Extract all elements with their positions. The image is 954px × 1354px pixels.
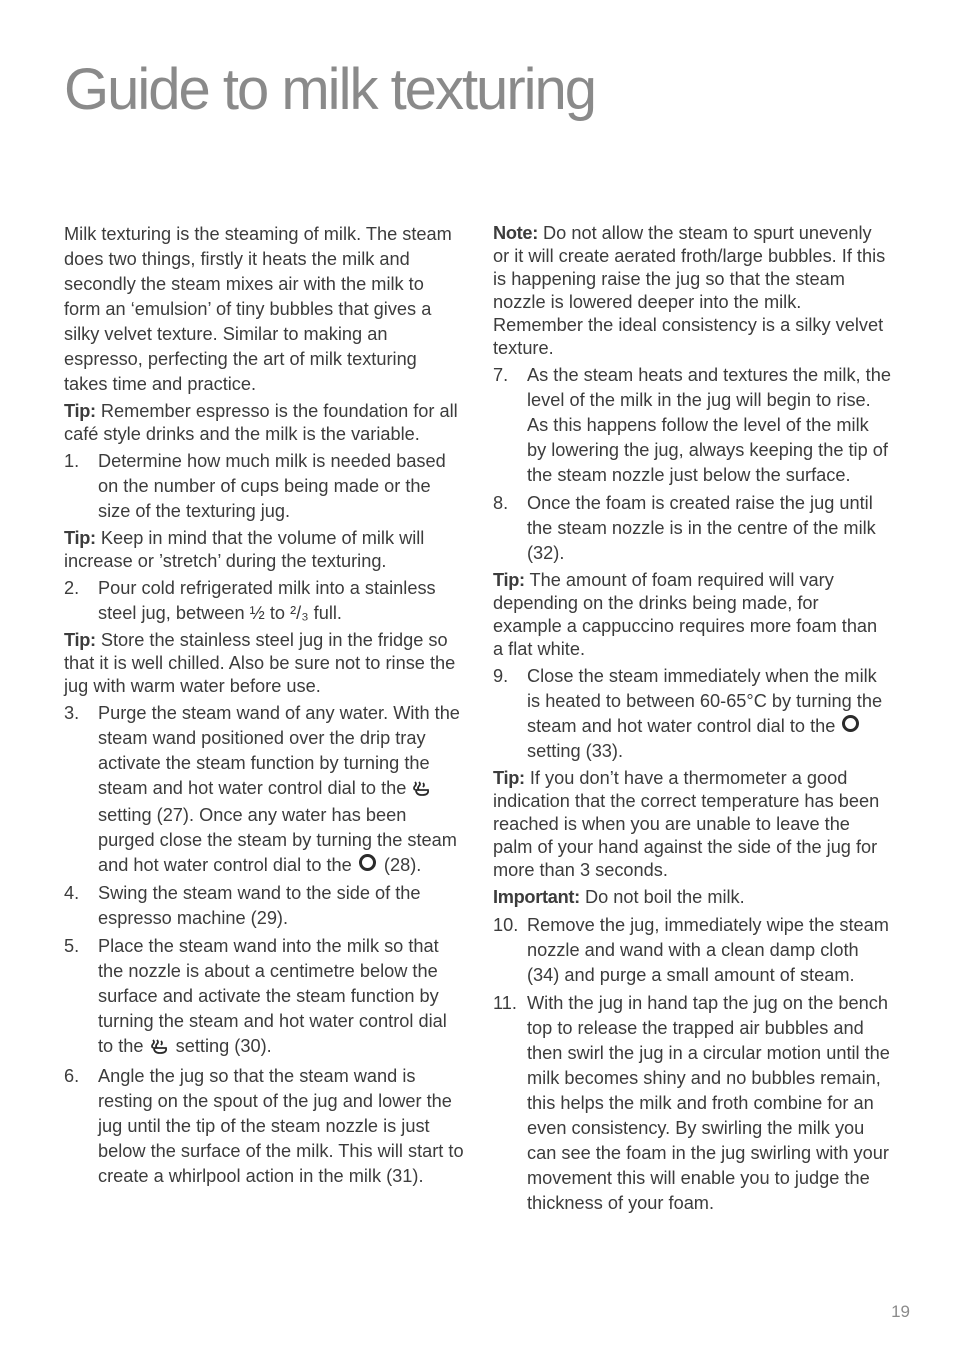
tip-paragraph (493, 569, 891, 661)
step-number: 1. (64, 451, 80, 471)
tip-text: If you don’t have a thermometer a good indication that the correct temperature has been reached is when you are unable to leave the palm of your hand against the side of the jug for more than 3 seconds. (493, 768, 880, 880)
tip-label: Tip: (493, 768, 525, 788)
steps-list (493, 363, 891, 566)
tip-paragraph (64, 527, 464, 573)
tip-text: The amount of foam required will vary depending on the drinks being made, for example a cappuccino requires more foam than a flat white. (493, 570, 878, 659)
step-text: Once the foam is created raise the jug until the steam nozzle is in the centre of the milk (32). (527, 493, 876, 563)
step-item (64, 449, 464, 524)
tip-paragraph (64, 400, 464, 446)
step-item (493, 991, 891, 1216)
step-number: 3. (64, 703, 80, 723)
step-item (493, 664, 891, 764)
left-column (64, 222, 464, 1192)
step-number: 2. (64, 578, 80, 598)
steps-list (64, 449, 464, 524)
important-text: Do not boil the milk. (579, 887, 745, 907)
off-setting-icon (842, 715, 859, 732)
important-label: Important: (493, 887, 580, 907)
step-text: setting (30). (175, 1036, 272, 1056)
step-text: Remove the jug, immediately wipe the steam nozzle and wand with a clean damp cloth (34) and purge a small amount of steam. (527, 915, 889, 985)
step-number: 11. (493, 993, 517, 1013)
step-text: setting (27). Once any water has been purged close the steam by turning the steam and hot water control dial to the (98, 805, 457, 875)
note-label: Note: (493, 223, 538, 243)
tip-label: Tip: (493, 570, 525, 590)
step-number: 10. (493, 915, 519, 935)
step-number: 5. (64, 936, 80, 956)
page-number: 19 (891, 1302, 910, 1321)
step-text: Place the steam wand into the milk so that the nozzle is about a centimetre below the surface and activate the steam function by turning the steam and hot water control dial to the (98, 936, 447, 1056)
important-paragraph (493, 885, 891, 910)
step-text: Pour cold refrigerated milk into a stainless steel jug, between ½ to ²/₃ full. (98, 578, 436, 623)
step-text: With the jug in hand tap the jug on the bench top to release the trapped air bubbles and then swirl the jug in a circular motion until the milk becomes shiny and no bubbles remain, this helps the milk and froth combine for an even consistency. By swirling the milk you can see the foam in the jug swirling with your movement this will enable you to judge the thickness of your foam. (527, 993, 890, 1213)
tip-label: Tip: (64, 528, 96, 548)
step-item (493, 363, 891, 488)
tip-label: Tip: (64, 630, 96, 650)
step-number: 4. (64, 883, 80, 903)
tip-paragraph (64, 629, 464, 698)
step-text: Determine how much milk is needed based on the number of cups being made or the size of the texturing jug. (98, 451, 446, 521)
step-number: 9. (493, 666, 509, 686)
steps-list (493, 913, 891, 1216)
step-number: 7. (493, 365, 509, 385)
steps-list (493, 664, 891, 764)
tip-text: Keep in mind that the volume of milk will increase or ’stretch’ during the texturing. (64, 528, 425, 571)
steps-list (64, 576, 464, 626)
step-item (493, 913, 891, 988)
step-number: 6. (64, 1066, 80, 1086)
tip-text: Remember espresso is the foundation for all café style drinks and the milk is the variable. (64, 401, 458, 444)
page-title: Guide to milk texturing (64, 57, 596, 122)
step-text: As the steam heats and textures the milk, the level of the milk in the jug will begin to rise. As this happens follow the level of the milk by lowering the jug, always keeping the tip of the steam nozzle just below the surface. (527, 365, 891, 485)
tip-label: Tip: (64, 401, 96, 421)
intro-paragraph: Milk texturing is the steaming of milk. The steam does two things, firstly it heats the milk and secondly the steam mixes air with the milk to form an ‘emulsion’ of tiny bubbles that gives a silky velvet texture. Similar to making an espresso, perfecting the art of milk texturing takes time and practice. (64, 224, 452, 394)
step-item (64, 576, 464, 626)
steam-setting-icon (151, 1036, 169, 1061)
step-text: Purge the steam wand of any water. With the steam wand positioned over the drip tray activate the steam function by turning the steam and hot water control dial to the (98, 703, 460, 798)
note-paragraph (493, 222, 891, 360)
steam-setting-icon (413, 778, 431, 803)
step-item (493, 491, 891, 566)
step-text: Close the steam immediately when the milk is heated to between 60-65°C by turning the steam and hot water control dial to the (527, 666, 883, 736)
steps-list (64, 701, 464, 1189)
step-number: 8. (493, 493, 509, 513)
note-text: Do not allow the steam to spurt unevenly or it will create aerated froth/large bubbles. If this is happening raise the jug so that the steam nozzle is lowered deeper into the milk. Remember the ideal consistency is a silky velvet texture. (493, 223, 886, 358)
step-item (64, 881, 464, 931)
step-item (64, 701, 464, 878)
off-setting-icon (359, 854, 376, 871)
step-text: (28). (383, 855, 422, 875)
right-column (493, 222, 891, 1219)
step-text: Swing the steam wand to the side of the espresso machine (29). (98, 883, 421, 928)
step-text: setting (33). (527, 741, 624, 761)
step-item (64, 1064, 464, 1189)
step-text: Angle the jug so that the steam wand is resting on the spout of the jug and lower the jug until the tip of the steam nozzle is just below the surface of the milk. This will start to create a whirlpool action in the milk (31). (98, 1066, 464, 1186)
tip-text: Store the stainless steel jug in the fridge so that it is well chilled. Also be sure not to rinse the jug with warm water before use. (64, 630, 456, 696)
tip-paragraph (493, 767, 891, 882)
step-item (64, 934, 464, 1061)
